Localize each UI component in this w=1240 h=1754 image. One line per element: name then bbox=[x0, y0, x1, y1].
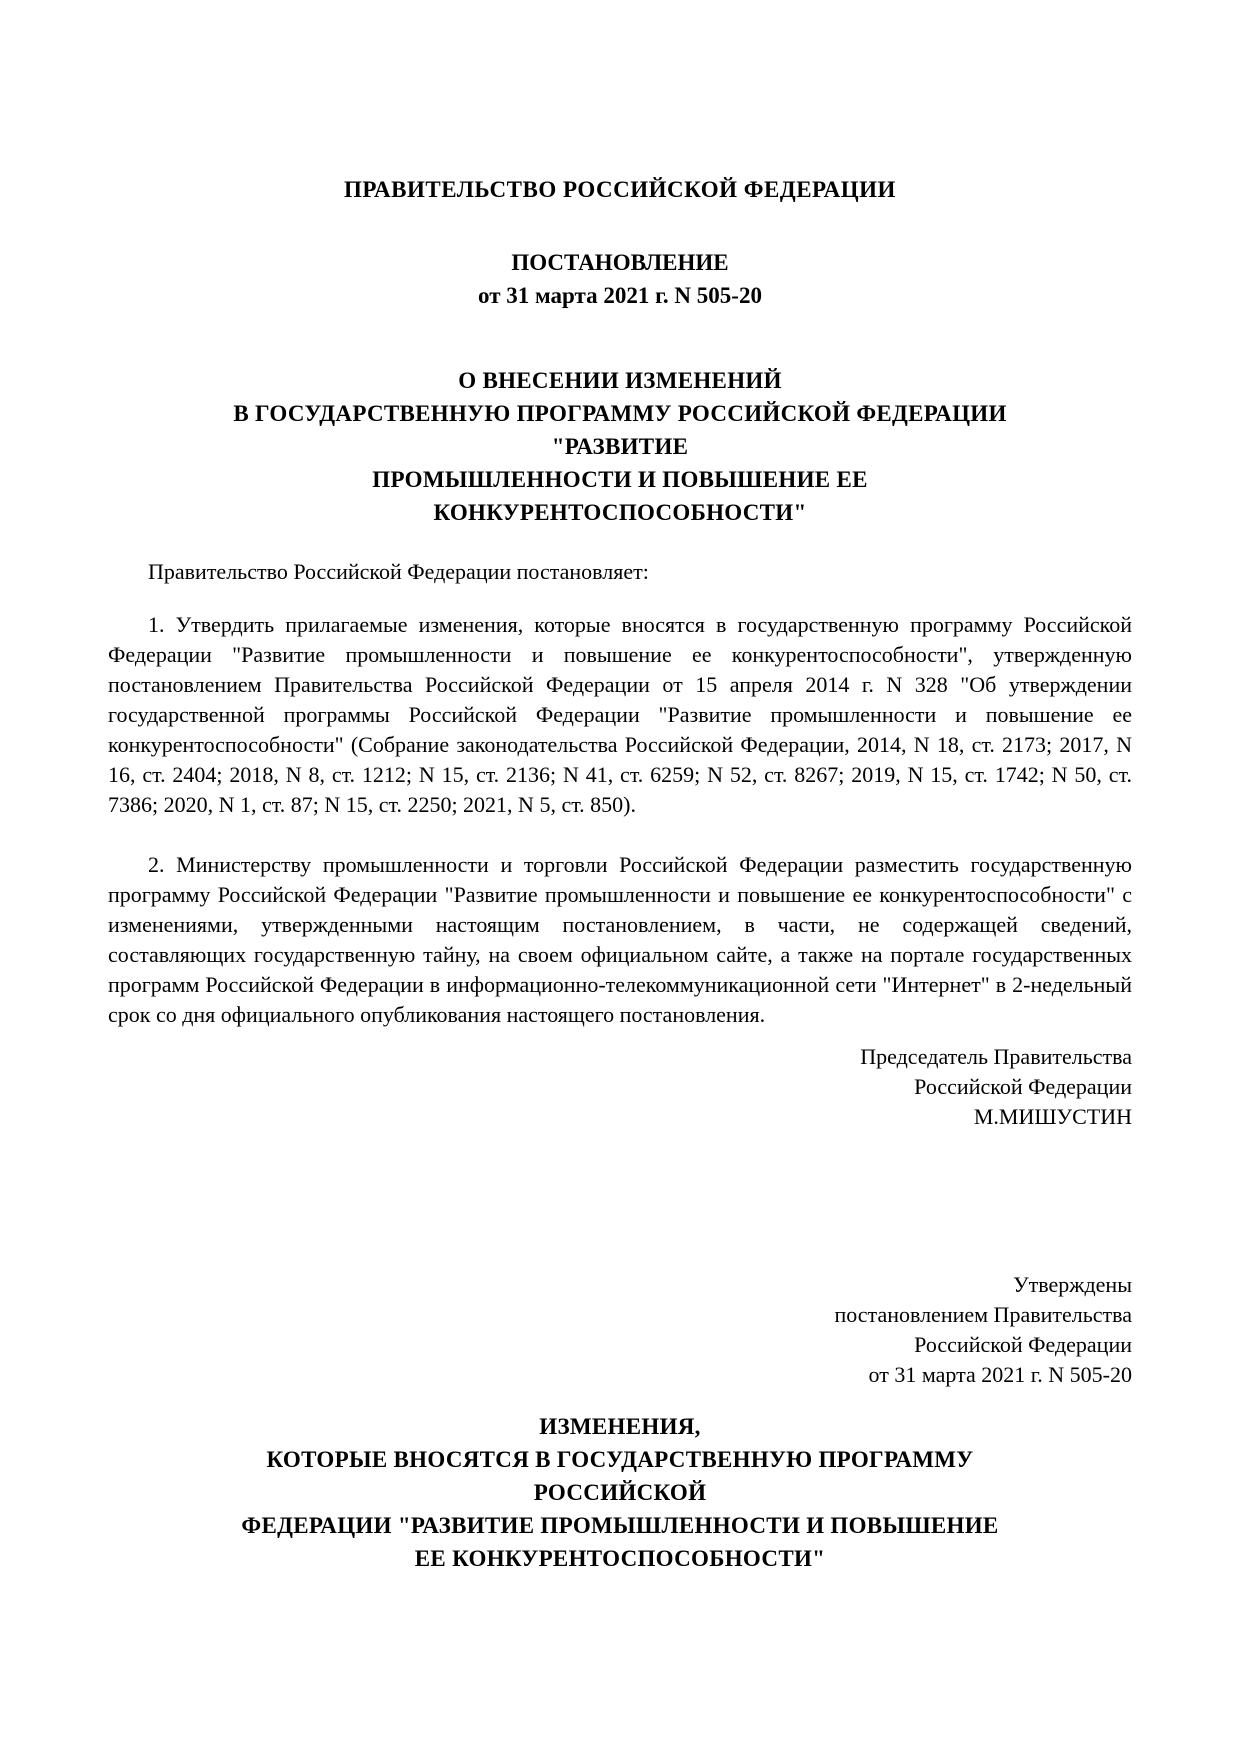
signature-position: Российской Федерации bbox=[914, 1074, 1132, 1099]
signature-position: Председатель Правительства bbox=[860, 1044, 1132, 1069]
approval-line: Российской Федерации bbox=[914, 1332, 1132, 1357]
document-title-line: В ГОСУДАРСТВЕННУЮ ПРОГРАММУ РОССИЙСКОЙ ФЕДЕРАЦИИ bbox=[233, 401, 1007, 426]
intro-paragraph: Правительство Российской Федерации постановляет: bbox=[148, 559, 649, 584]
approval-line: постановлением Правительства bbox=[834, 1302, 1132, 1327]
annex-title-line: ФЕДЕРАЦИИ "РАЗВИТИЕ ПРОМЫШЛЕННОСТИ И ПОВЫШЕНИЕ bbox=[241, 1513, 999, 1538]
body-paragraph-1: 1. Утвердить прилагаемые изменения, которые вносятся в государственную программу Российской Федерации "Развитие промышленности и повышение ее конкурентоспособности", утвержденную постановлением Правительства Российской Федерации от 15 апреля 2014 г. N 328 "Об утверждении государственной программы Российской Федерации "Развитие промышленности и повышение ее конкурентоспособности" (Собрание законодательства Российской Федерации, 2014, N 18, ст. 2173; 2017, N 16, ст. 2404; 2018, N 8, ст. 1212; N 15, ст. 2136; N 41, ст. 6259; N 52, ст. 8267; 2019, N 15, ст. 1742; N 50, ст. 7386; 2020, N 1, ст. 87; N 15, ст. 2250; 2021, N 5, ст. 850). bbox=[108, 612, 1132, 817]
annex-title bbox=[108, 1410, 1132, 1575]
approval-line: от 31 марта 2021 г. N 505-20 bbox=[868, 1362, 1132, 1387]
annex-title-line: ИЗМЕНЕНИЯ, bbox=[539, 1414, 701, 1439]
document-title bbox=[108, 364, 1132, 529]
signature-name: М.МИШУСТИН bbox=[973, 1104, 1132, 1129]
annex-title-line: РОССИЙСКОЙ bbox=[533, 1480, 707, 1505]
document-date-number: от 31 марта 2021 г. N 505-20 bbox=[478, 283, 762, 308]
document-title-line: ПРОМЫШЛЕННОСТИ И ПОВЫШЕНИЕ ЕЕ bbox=[372, 467, 868, 492]
signature-block bbox=[108, 1042, 1132, 1132]
body-paragraph-2: 2. Министерству промышленности и торговли Российской Федерации разместить государственную программу Российской Федерации "Развитие промышленности и повышение ее конкурентоспособности" с изменениями, утвержденными настоящим постановлением, в части, не содержащей сведений, составляющих государственную тайну, на своем официальном сайте, а также на портале государственных программ Российской Федерации в информационно-телекоммуникационной сети "Интернет" в 2-недельный срок со дня официального опубликования настоящего постановления. bbox=[108, 852, 1132, 1027]
document-title-line: О ВНЕСЕНИИ ИЗМЕНЕНИЙ bbox=[458, 368, 782, 393]
approval-line: Утверждены bbox=[1013, 1272, 1132, 1297]
document-type-block bbox=[108, 246, 1132, 312]
annex-title-line: КОТОРЫЕ ВНОСЯТСЯ В ГОСУДАРСТВЕННУЮ ПРОГРАММУ bbox=[266, 1447, 974, 1472]
document-title-line: КОНКУРЕНТОСПОСОБНОСТИ" bbox=[433, 500, 807, 525]
document-authority: ПРАВИТЕЛЬСТВО РОССИЙСКОЙ ФЕДЕРАЦИИ bbox=[344, 177, 896, 202]
annex-title-line: ЕЕ КОНКУРЕНТОСПОСОБНОСТИ" bbox=[414, 1546, 826, 1571]
approval-block bbox=[108, 1270, 1132, 1390]
document-type: ПОСТАНОВЛЕНИЕ bbox=[511, 250, 729, 275]
document-title-line: "РАЗВИТИЕ bbox=[551, 434, 689, 459]
